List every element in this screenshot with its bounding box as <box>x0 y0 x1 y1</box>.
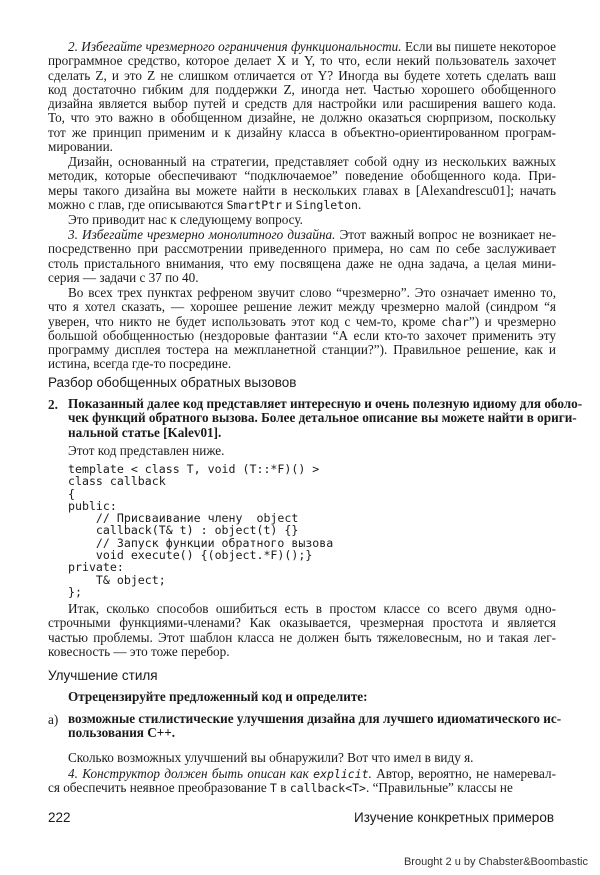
text-run: private: <box>68 560 124 575</box>
text-run: пользования C++. <box>68 725 176 741</box>
paragraph <box>48 602 556 659</box>
text-line <box>68 475 576 487</box>
text-run: // Присваивание члену object <box>68 511 299 526</box>
text-line <box>48 690 556 704</box>
text-run: меры такого дизайна вы можете найти в нескольких главах в [Alexandrescu01]; начать <box>48 182 556 198</box>
inline-code: callback<T> <box>289 781 366 796</box>
text-run: Если вы пишете некоторое <box>401 39 557 54</box>
text-run: // Запуск функции обратного вызова <box>68 535 334 550</box>
paragraph <box>48 767 556 796</box>
text-line <box>48 396 583 411</box>
text-line <box>48 83 556 97</box>
text-run: дизайна является выбор путей и средств для настройки или расширения вашего кода. <box>48 96 556 112</box>
text-run: Разбор обобщенных обратных вызовов <box>48 375 297 390</box>
text-run: ся обеспечить неявное преобразование <box>48 780 271 796</box>
text-line <box>48 343 556 357</box>
paragraph <box>48 751 556 765</box>
text-run: посредственно при рассмотрении приведенного примера, но сам по себе заслуживает <box>48 241 556 257</box>
text-run: . “Правильные” классы не <box>365 780 513 796</box>
text-run: Автор, вероятно, не намеревал- <box>371 766 556 781</box>
numbered-item <box>48 711 562 741</box>
text-run: тот же принцип применим и к дизайну класса в объектно-ориентированном програм- <box>48 124 556 140</box>
text-line <box>48 69 556 83</box>
text-line <box>68 574 576 586</box>
text-run: { <box>68 486 75 501</box>
text-line <box>48 631 556 645</box>
text-line <box>48 726 556 740</box>
text-run: . <box>357 196 362 212</box>
text-run: 3. Избегайте чрезмерно монолитного дизайна. <box>68 227 336 242</box>
text-line <box>48 357 556 371</box>
text-run: строчными функциями-членами? Как оказывается, чрезмерная простота и является <box>48 615 556 631</box>
text-run: T& object; <box>68 572 166 587</box>
text-line <box>48 271 556 285</box>
text-line <box>48 781 556 795</box>
text-run: . <box>368 766 372 781</box>
text-run: чек функций обратного вызова. Более детальное описание вы можете найти в ориги- <box>68 410 577 426</box>
text-run: истина, всегда где-то посредине. <box>48 356 232 372</box>
text-line <box>48 213 556 227</box>
text-run: что я хотел сказать, — хорошее решение лежит между чрезмерно малой (синдром “я <box>48 299 556 315</box>
text-line <box>48 602 556 616</box>
text-run: мировании. <box>48 139 113 155</box>
text-line <box>48 616 556 630</box>
text-run: большой обобщенностью (нездоровые фантазии “А если кто-то захочет применить эту <box>48 327 556 343</box>
inline-code: explicit <box>313 767 369 781</box>
text-line <box>48 376 556 390</box>
text-run: нальной статье [Kalev01]. <box>68 424 222 440</box>
text-run: можно с глав, где описываются <box>48 196 227 212</box>
text-line <box>48 40 556 54</box>
text-line <box>48 140 556 154</box>
text-line <box>48 315 556 329</box>
text-run: возможные стилистические улучшения дизайна для лучшего идиоматического ис- <box>68 711 562 726</box>
text-run: и <box>281 196 296 212</box>
text-line <box>48 329 556 343</box>
text-line <box>48 645 556 659</box>
paragraph <box>48 444 556 458</box>
text-run: template < class T, void (T::*F)() > <box>68 462 320 476</box>
numbered-item <box>48 396 583 440</box>
text-line <box>48 426 556 440</box>
text-run: void execute() {(object.*F)();} <box>68 548 313 563</box>
text-line <box>48 300 556 314</box>
text-line <box>48 669 556 683</box>
text-line <box>68 586 576 598</box>
text-line <box>48 242 556 256</box>
text-line <box>48 184 556 198</box>
text-line <box>68 488 576 500</box>
paragraph <box>48 228 556 285</box>
inline-code: T <box>270 781 277 796</box>
text-run: Дизайн, основанный на стратегии, представляет собой одну из нескольких важных <box>68 154 556 169</box>
running-footer-title: Изучение конкретных примеров <box>354 810 554 825</box>
text-run: методик, которые обеспечивают “подключаемое” поведение обобщенного кода. При- <box>48 168 556 184</box>
text-line <box>48 228 556 242</box>
text-run: Этот код представлен ниже. <box>68 443 225 458</box>
text-line <box>48 751 556 765</box>
page-number: 222 <box>48 810 71 825</box>
text-line <box>48 54 556 68</box>
paragraph <box>48 690 556 704</box>
watermark: Brought 2 u by Chabster&Boombastic <box>403 856 588 868</box>
text-line <box>48 257 556 271</box>
section-heading <box>48 376 556 390</box>
text-line <box>48 198 556 212</box>
text-line <box>48 155 556 169</box>
text-run: Отрецензируйте предложенный код и определите: <box>68 689 368 704</box>
text-line <box>48 97 556 111</box>
text-run: код достаточно гибким для поддержки Z, иногда нет. Частью хорошего обобщенного <box>48 81 556 97</box>
text-run: Этот важный вопрос не возникает не- <box>335 227 556 242</box>
inline-code: SmartPtr <box>226 197 282 212</box>
text-line <box>48 126 556 140</box>
text-run: Улучшение стиля <box>48 668 158 683</box>
code-listing <box>68 463 576 598</box>
paragraph <box>48 155 556 212</box>
paragraph <box>48 286 556 372</box>
text-run: сделать Z, и это Z не слишком отличается от Y? Иногда вы будете хотеть сделать ваш <box>48 67 556 83</box>
text-run: уверен, что никто не будет использовать этот код с чем-то, кроме <box>48 313 442 329</box>
text-line <box>48 111 556 125</box>
text-run: столь пристального внимания, что ему посвящена даже не одна задача, а целая мини- <box>48 255 556 271</box>
text-run: серия — задачи с 37 по 40. <box>48 269 199 285</box>
text-run: }; <box>68 584 82 599</box>
text-line <box>48 169 556 183</box>
text-run: Сколько возможных улучшений вы обнаружили? Вот что имел в виду я. <box>68 750 474 765</box>
text-run: программу дисплея тостера на межпланетной станции?”). Правильное решение, как и <box>48 342 556 358</box>
text-run: Итак, сколько способов ошибиться есть в простом классе со всего двумя одно- <box>68 601 556 616</box>
text-run: Показанный далее код представляет интересную и очень полезную идиому для оболо- <box>68 396 583 411</box>
inline-code: char <box>441 314 469 329</box>
inline-code: Singleton <box>295 197 358 212</box>
text-line <box>48 444 556 458</box>
text-line <box>68 549 576 561</box>
text-run: ”) и чрезмерно <box>468 313 556 329</box>
text-run: 4. Конструктор должен быть описан как <box>68 766 314 781</box>
text-line <box>48 767 556 781</box>
paragraph <box>48 213 556 227</box>
text-run: ковесность — это тоже перебор. <box>48 643 230 659</box>
section-heading <box>48 669 556 683</box>
text-run: Это приводит нас к следующему вопросу. <box>68 212 303 227</box>
text-line <box>48 711 562 726</box>
text-run: Во всех трех пунктах рефреном звучит слово “чрезмерно”. Это означает именно то, <box>68 285 556 300</box>
text-line <box>48 286 556 300</box>
text-run: class callback <box>68 474 166 489</box>
paragraph <box>48 40 556 154</box>
text-run: callback(T& t) : object(t) {} <box>68 523 299 538</box>
text-run: То, что это важно в обобщенном дизайне, не должно оказаться сюрпризом, поскольку <box>48 110 556 126</box>
text-run: public: <box>68 498 117 513</box>
text-run: программное средство, которое делает X и Y, то что, если некий пользователь захочет <box>48 53 556 69</box>
item-number: 2. <box>48 397 58 412</box>
text-line <box>48 410 577 426</box>
text-run: частью проблемы. Этот шаблон класса не должен быть тяжеловесным, но и такая лег- <box>48 629 556 645</box>
item-number: а) <box>48 712 59 727</box>
text-run: 2. Избегайте чрезмерного ограничения функциональности. <box>68 39 402 54</box>
text-run: в <box>276 780 290 796</box>
